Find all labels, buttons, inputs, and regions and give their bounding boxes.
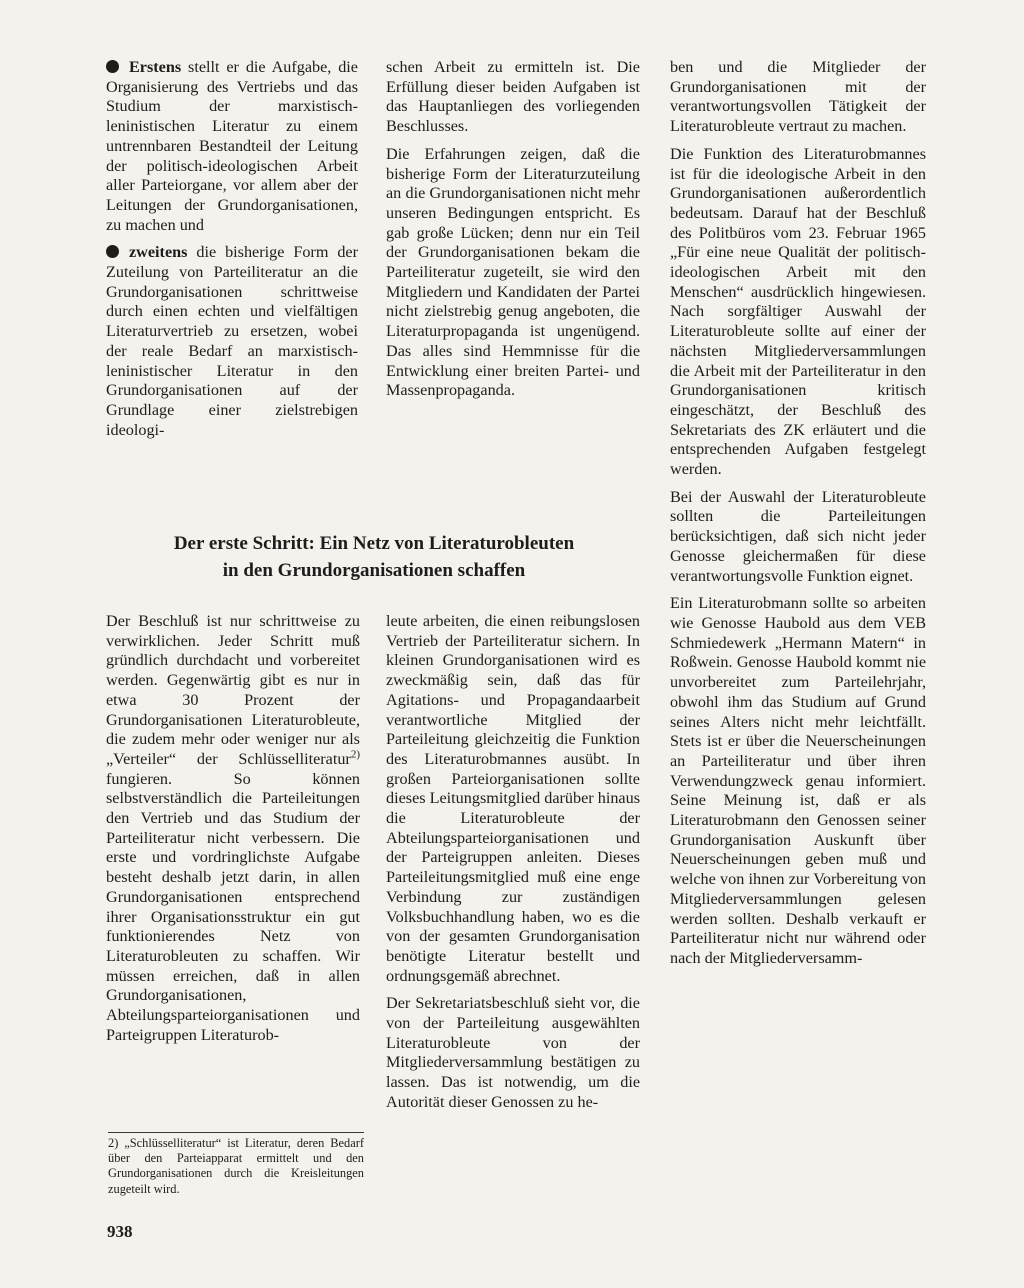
- paragraph: Die Funktion des Literaturobmannes ist für die ideologische Arbeit in den Grundorganisationen außerordentlich bedeutsam. Darauf hat der Beschluß des Politbüros vom 23. Februar 1965 „Für eine neue Qualität der politisch-ideologischen Arbeit mit den Menschen“ ausdrücklich hingewiesen. Nach sorgfältiger Auswahl der Literaturobleute sollte auf einer der nächsten Mitgliederversammlungen die Arbeit mit der Parteiliteratur in den Grundorganisationen kritisch eingeschätzt, der Beschluß des Sekretariats des ZK erläutert und die entsprechenden Aufgaben festgelegt werden.: [670, 144, 926, 479]
- paragraph-text: stellt er die Aufgabe, die Organisierung des Vertriebs und das Studium der marxistisch-leninistischen Literatur zu einem untrennbaren Bestandteil der Leitung der politisch-ideologischen Arbeit aller Parteiorgane, vor allem aber der Leitungen der Grundorganisationen, zu machen und: [106, 58, 358, 234]
- paragraph-text: die bisherige Form der Zuteilung von Parteiliteratur an die Grundorganisationen schrittweise durch einen echten und vielfältigen Literaturvertrieb zu ersetzen, wobei der reale Bedarf an marxistisch-leninistischer Literatur in den Grundorganisationen auf der Grundlage einer zielstrebigen ideologi-: [106, 243, 358, 439]
- bottom-left-column: [106, 612, 360, 1045]
- bottom-middle-column: [386, 612, 640, 1113]
- paragraph-text: fungieren. So können selbstverständlich die Parteileitungen den Vertrieb und das Studium der Parteiliteratur nicht verbessern. Die erste und vordringlichste Aufgabe besteht deshalb jetzt darin, in allen Grundorganisationen entsprechend ihrer Organisationsstruktur ein gut funktionierendes Netz von Literaturobleuten zu schaffen. Wir müssen erreichen, daß in allen Grundorganisationen, Abteilungsparteiorganisationen und Parteigruppen Literaturob-: [106, 769, 360, 1044]
- lead-word: Erstens: [129, 58, 182, 76]
- paragraph: schen Arbeit zu ermitteln ist. Die Erfüllung dieser beiden Aufgaben ist das Hauptanliegen des vorliegenden Beschlusses.: [386, 58, 640, 136]
- lead-word: zweitens: [129, 243, 188, 262]
- paragraph: [106, 612, 360, 1045]
- section-heading: [110, 530, 638, 584]
- paragraph-erstens: [106, 58, 358, 235]
- paragraph: Die Erfahrungen zeigen, daß die bisherige Form der Literaturzuteilung an die Grundorganisationen nicht mehr unseren Bedingungen entspricht. Es gab große Lücken; denn nur ein Teil der Grundorganisationen bekam die Parteiliteratur zugeteilt, sie wird den Mitgliedern und Kandidaten der Partei nicht zielstrebig genug angeboten, die Literaturpropaganda ist ungenügend. Das alles sind Hemmnisse für die Entwicklung einer breiten Partei- und Massenpropaganda.: [386, 144, 640, 400]
- right-column: [670, 58, 926, 969]
- paragraph: Bei der Auswahl der Literaturobleute sollten die Parteileitungen berücksichtigen, daß sich nicht jeder Genosse gleichermaßen für diese verantwortungsvolle Funktion eignet.: [670, 487, 926, 585]
- page-number: 938: [107, 1222, 133, 1241]
- bullet-icon: [106, 245, 119, 258]
- paragraph: Der Sekretariatsbeschluß sieht vor, die von der Parteileitung ausgewählten Literaturobleute von der Mitgliederversammlung bestätigen zu lassen. Das ist notwendig, um die Autorität dieser Genossen zu he-: [386, 994, 640, 1111]
- heading-line: in den Grundorganisationen schaffen: [222, 560, 526, 581]
- top-middle-column: [386, 58, 640, 401]
- paragraph-text: Der Beschluß ist nur schrittweise zu verwirklichen. Jeder Schritt muß gründlich durchdacht und vorbereitet werden. Gegenwärtig gibt es nur in etwa 30 Prozent der Grundorganisationen Literaturobleute, die zudem mehr oder weniger nur als „Verteiler“ der Schlüsselliteratur: [106, 612, 360, 768]
- bullet-icon: [106, 60, 119, 73]
- paragraph: ben und die Mitglieder der Grundorganisationen mit der verantwortungsvollen Tätigkeit der Literaturobleute vertraut zu machen.: [670, 58, 926, 136]
- paragraph: Ein Literaturobmann sollte so arbeiten wie Genosse Haubold aus dem VEB Schmiedewerk „Hermann Matern“ in Roßwein. Genosse Haubold kommt nie unvorbereitet zum Parteilehrjahr, obwohl ihm das Studium auf Grund seines Alters nicht mehr leichtfällt. Stets ist er über die Neuerscheinungen an Parteiliteratur und über ihren Verwendungzweck genau informiert. Seine Meinung ist, daß er als Literaturobmann den Genossen seiner Grundorganisation Auskunft über Neuerscheinungen geben muß und welche von ihnen zur Vorbereitung von Mitgliederversammlungen gelesen werden sollten. Deshalb verkauft er Parteiliteratur nicht nur während oder nach der Mitgliederversamm-: [670, 594, 926, 967]
- footnote-reference: 2): [350, 748, 360, 761]
- paragraph: leute arbeiten, die einen reibungslosen Vertrieb der Parteiliteratur sichern. In kleinen Grundorganisationen wird es zweckmäßig sein, daß das für Agitations- und Propagandaarbeit verantwortliche Mitglied der Parteileitung gleichzeitig die Funktion des Literaturobmannes ausübt. In großen Parteiorganisationen sollte dieses Leitungsmitglied darüber hinaus die Literaturobleute der Abteilungsparteiorganisationen und der Parteigruppen anleiten. Dieses Parteileitungsmitglied muß eine enge Verbindung zur zuständigen Volksbuchhandlung haben, wo es die von der gesamten Grundorganisation benötigte Literatur bestellt und ordnungsgemäß abrechnet.: [386, 612, 640, 985]
- heading-line: Der erste Schritt: Ein Netz von Literaturobleuten: [173, 533, 575, 554]
- footnote: 2) „Schlüsselliteratur“ ist Literatur, deren Bedarf über den Parteiapparat ermittelt und den Grundorganisationen durch die Kreisleitungen zugeteilt wird.: [108, 1132, 364, 1197]
- top-left-column: [106, 58, 358, 440]
- paragraph-zweitens: [106, 243, 358, 440]
